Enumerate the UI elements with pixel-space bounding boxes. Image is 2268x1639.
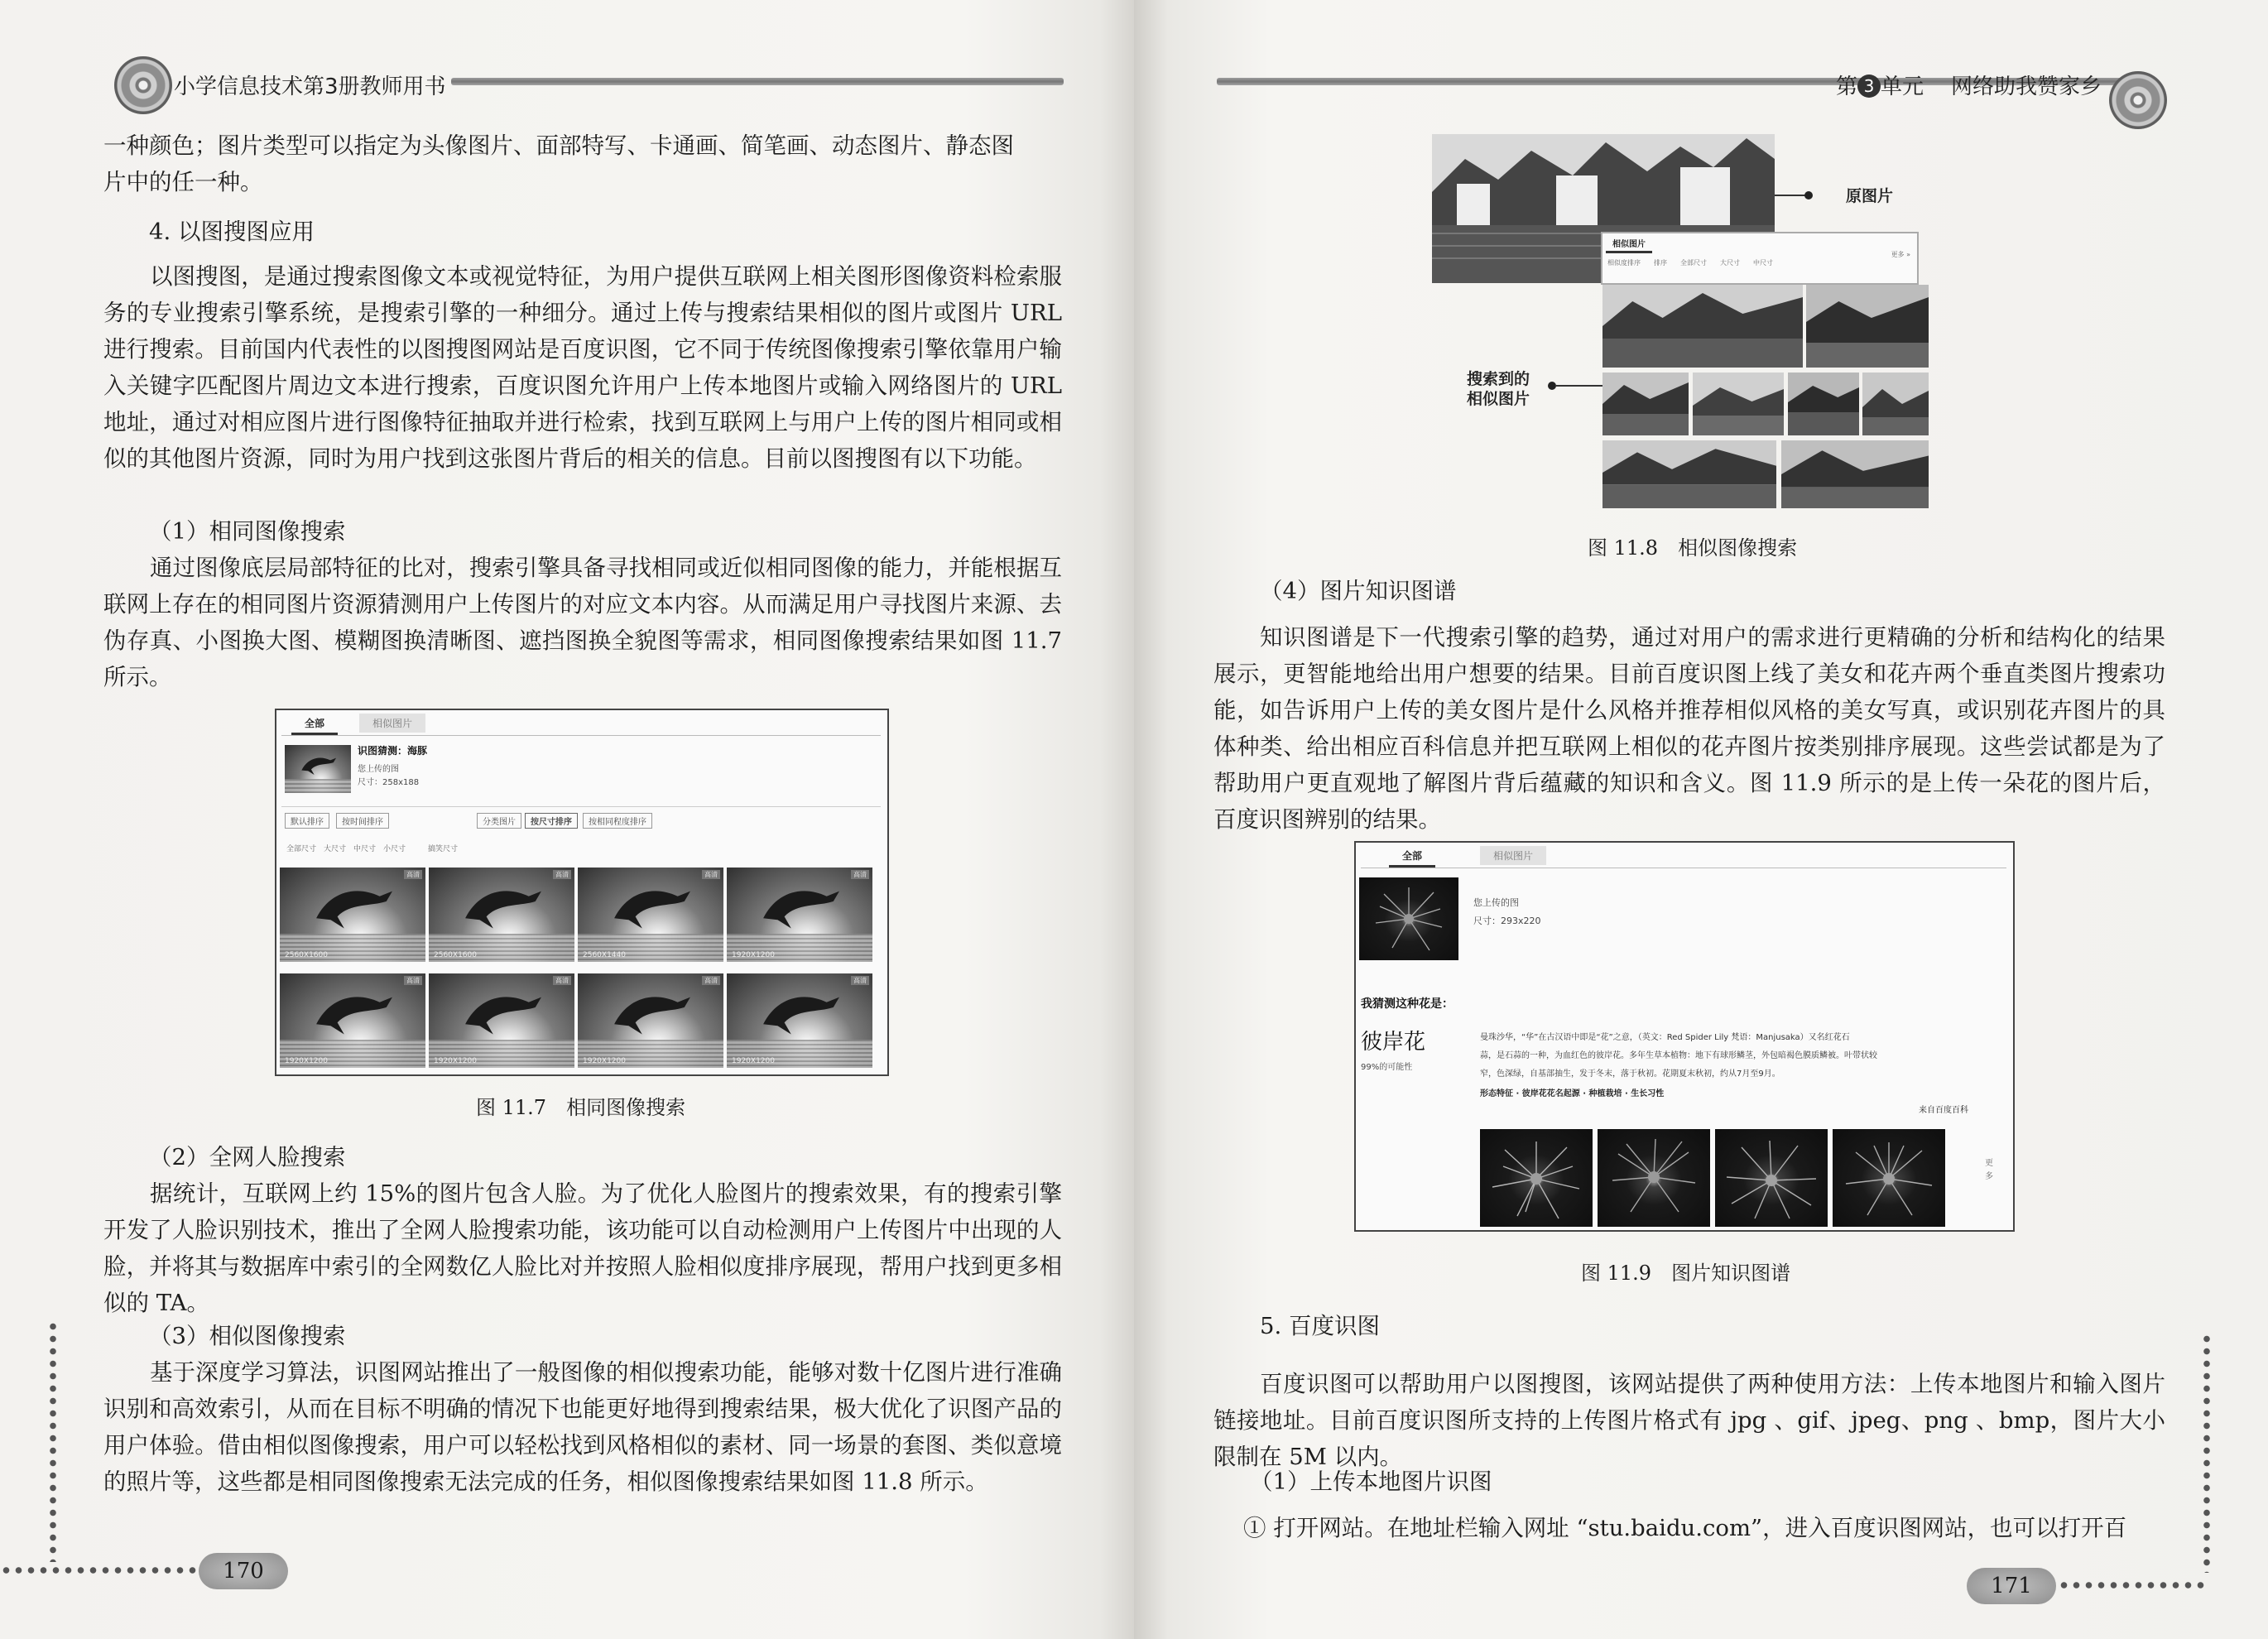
pointer-dot: [1804, 191, 1813, 199]
tab-similar-images[interactable]: 相似图片: [1480, 846, 1546, 865]
description-line: 曼珠沙华，“华”在古汉语中即是“花”之意，（英文：Red Spider Lily 梵语：Manjusaka）又名红花石: [1480, 1033, 1850, 1042]
subheading-upload-local: （1）上传本地图片识图: [1250, 1468, 1492, 1495]
header-rule: [451, 78, 1064, 85]
result-thumbnail[interactable]: [280, 868, 425, 962]
cd-disc-icon: [114, 56, 172, 114]
similar-image: [1602, 372, 1689, 435]
hd-tag: 高清: [553, 976, 571, 985]
paragraph-image-search: 以图搜图，是通过搜索图像文本或视觉特征，为用户提供互联网上相关图形图像资料检索服务的专业搜索引擎系统，是搜索引擎的一种细分。通过上传与搜索结果相似的图片或图片 URL 进行搜索。目前国内代表性的以图搜图网站是百度识图，它不同于传统图像搜索引擎依靠用户输入关键字匹配图片周边文本进行搜索，百度识图允许用户上传本地图片或输入网络图片的 URL 地址，通过对相应图片进行图像特征抽取并进行检索，找到互联网上与用户上传的图片相同或相似的其他图片资源，同时为用户找到这张图片背后的相关的信息。目前以图搜图有以下功能。: [103, 263, 1062, 472]
similar-search-toolbar: [1601, 232, 1919, 285]
similar-image: [1781, 440, 1929, 508]
thumbnail-size: 1920X1200: [732, 1057, 775, 1065]
pointer-dot: [1548, 382, 1556, 390]
flower-name: 彼岸花: [1361, 1030, 1426, 1055]
section-heading-4: 4. 以图搜图应用: [149, 219, 315, 245]
tab-all[interactable]: 全部: [1389, 846, 1435, 868]
dolphin-icon: [461, 882, 545, 937]
dolphin-icon: [461, 988, 545, 1043]
toolbar-divider: [281, 806, 881, 807]
size-filter-row[interactable]: 全部尺寸 大尺寸 中尺寸 小尺寸 搞笑尺寸: [286, 845, 459, 853]
hd-tag: 高清: [851, 870, 869, 879]
subheading-similar-image: （3）相似图像搜索: [149, 1323, 346, 1349]
hd-tag: 高清: [553, 870, 571, 879]
tab-similar-images[interactable]: 相似图片: [359, 714, 425, 733]
uploaded-size: 尺寸：258x188: [358, 778, 420, 787]
similar-flower-image: [1598, 1129, 1710, 1227]
paragraph-line: 片中的任一种。: [103, 169, 263, 195]
description-line: 蒜，是石蒜的一种，为血红色的彼岸花。多年生草本植物：地下有球形鳞茎，外包暗褐色膜质鳞被。叶带状较: [1480, 1051, 1877, 1060]
description-links[interactable]: 形态特征 · 彼岸花花名起源 · 种植栽培 · 生长习性: [1480, 1089, 1665, 1098]
subheading-face-search: （2）全网人脸搜索: [149, 1144, 346, 1170]
recognition-guess: 识图猜测：海豚: [358, 745, 428, 757]
result-thumbnail[interactable]: [280, 973, 425, 1068]
decorative-dot-border: [2058, 1580, 2207, 1590]
thumbnail-size: 1920X1200: [285, 1057, 328, 1065]
sort-size-button[interactable]: 按尺寸排序: [525, 813, 578, 829]
paragraph-knowledge-graph: 知识图谱是下一代搜索引擎的趋势，通过对用户的需求进行更精确的分析和结构化的结果展示，更智能地给出用户想要的结果。目前百度识图上线了美女和花卉两个垂直类图片搜索功能，如告诉用户上传的美女图片是什么风格并推荐相似风格的美女写真，或识别花卉图片的具体种类、给出相应百科信息并把互联网上相似的花卉图片按类别排序展现。这些尝试都是为了帮助用户更直观地了解图片背后蕴藏的知识和含义。图 11.9 所示的是上传一朵花的图片后，百度识图辨别的结果。: [1213, 624, 2165, 833]
paragraph-baidu-image: 百度识图可以帮助用户以图搜图，该网站提供了两种使用方法：上传本地图片和输入图片链接地址。目前百度识图所支持的上传图片格式有 jpg 、gif、jpeg、png 、bmp，图片大小限制在 5M 以内。: [1213, 1371, 2165, 1470]
result-thumbnail[interactable]: [727, 973, 872, 1068]
uploaded-size: 尺寸：293x220: [1473, 916, 1541, 926]
thumbnail-size: 1920X1200: [732, 951, 775, 959]
more-link[interactable]: 更多: [1985, 1159, 1993, 1181]
cd-disc-icon: [2109, 71, 2167, 129]
description-line: 窄，色深绿，自基部抽生，发于冬末，落于秋初。花期夏末秋初，约从7月至9月。: [1480, 1069, 1780, 1079]
dolphin-icon: [610, 988, 694, 1043]
more-link[interactable]: 更多 »: [1891, 251, 1910, 258]
thumbnail-size: 2560X1600: [285, 951, 328, 959]
result-thumbnail[interactable]: [429, 868, 574, 962]
tab-all[interactable]: 全部: [291, 714, 338, 735]
hd-tag: 高清: [702, 870, 720, 879]
dolphin-icon: [759, 882, 843, 937]
result-thumbnail[interactable]: [727, 868, 872, 962]
similar-image: [1602, 285, 1803, 368]
decorative-dot-border: [2202, 1333, 2212, 1573]
figure-11-7-caption: 图 11.7 相同图像搜索: [476, 1096, 686, 1119]
similar-flower-image: [1715, 1129, 1828, 1227]
sort-similarity-button[interactable]: 按相同程度排序: [583, 813, 652, 829]
probability: 99%的可能性: [1361, 1063, 1413, 1072]
section-heading-5: 5. 百度识图: [1260, 1313, 1380, 1339]
similar-flower-image: [1480, 1129, 1593, 1227]
paragraph-similar-image: 基于深度学习算法，识图网站推出了一般图像的相似搜索功能，能够对数十亿图片进行准确识别和高效索引，从而在目标不明确的情况下也能更好地得到搜索结果，极大优化了识图产品的用户体验。借由相似图像搜索，用户可以轻松找到风格相似的素材、同一场景的套图、类似意境的照片等，这些都是相同图像搜索无法完成的任务，相似图像搜索结果如图 11.8 所示。: [103, 1359, 1062, 1495]
figure-11-9-caption: 图 11.9 图片知识图谱: [1581, 1262, 1791, 1285]
sort-time-button[interactable]: 按时间排序: [336, 813, 389, 829]
uploaded-image-thumb: [285, 745, 351, 793]
similar-flower-image: [1833, 1129, 1945, 1227]
thumbnail-size: 2560X1440: [583, 951, 626, 959]
hd-tag: 高清: [404, 870, 422, 879]
book-title: 小学信息技术第3册教师用书: [174, 74, 446, 99]
hd-tag: 高清: [851, 976, 869, 985]
uploaded-label: 您上传的图: [1473, 897, 1519, 908]
hd-tag: 高清: [702, 976, 720, 985]
result-thumbnail[interactable]: [429, 973, 574, 1068]
result-thumbnail[interactable]: [578, 868, 723, 962]
similar-image: [1806, 285, 1929, 368]
right-page: [1134, 0, 2268, 1639]
thumbnail-size: 1920X1200: [434, 1057, 477, 1065]
dolphin-icon: [312, 988, 396, 1043]
pointer-line: [1775, 195, 1808, 196]
similar-image: [1788, 372, 1859, 435]
dolphin-icon: [610, 882, 694, 937]
label-similar-found: 搜索到的 相似图片: [1467, 370, 1530, 408]
uploaded-label: 您上传的图: [358, 765, 399, 774]
filter-row[interactable]: 相似度排序 排序 全部尺寸 大尺寸 中尺寸: [1607, 259, 1773, 267]
decorative-dot-border: [0, 1565, 203, 1575]
sort-default-button[interactable]: 默认排序: [285, 813, 329, 829]
paragraph-line: 一种颜色；图片类型可以指定为头像图片、面部特写、卡通画、简笔画、动态图片、静态图: [103, 132, 1014, 159]
similar-image: [1602, 440, 1776, 508]
decorative-dot-border: [48, 1320, 58, 1562]
step-open-site: ① 打开网站。在地址栏输入网址 “stu.baidu.com”，进入百度识图网站，也可以打开百: [1243, 1515, 2127, 1541]
dolphin-icon: [759, 988, 843, 1043]
similar-image: [1693, 372, 1784, 435]
uploaded-flower-image: [1359, 877, 1458, 960]
pointer-line: [1556, 385, 1602, 387]
paragraph-same-image: 通过图像底层局部特征的比对，搜索引擎具备寻找相同或近似相同图像的能力，并能根据互联网上存在的相同图片资源猜测用户上传图片的对应文本内容。从而满足用户寻找图片来源、去伪存真、小图换大图、模糊图换清晰图、遮挡图换全貌图等需求，相同图像搜索结果如图 11.7 所示。: [103, 555, 1062, 690]
figure-11-7-screenshot: [275, 709, 889, 1076]
paragraph-face-search: 据统计，互联网上约 15%的图片包含人脸。为了优化人脸图片的搜索效果，有的搜索引擎开发了人脸识别技术，推出了全网人脸搜索功能，该功能可以自动检测用户上传图片中出现的人脸，并将其与数据库中索引的全网数亿人脸比对并按照人脸相似度排序展现，帮用户找到更多相似的 TA。: [103, 1180, 1062, 1316]
dolphin-icon: [312, 882, 396, 937]
similar-image: [1862, 372, 1929, 435]
guess-label: 我猜测这种花是：: [1361, 997, 1454, 1011]
subheading-knowledge-graph: （4）图片知识图谱: [1260, 578, 1457, 604]
paragraph-continued: [103, 127, 1062, 200]
result-thumbnail[interactable]: [578, 973, 723, 1068]
source-link[interactable]: 来自百度百科: [1919, 1106, 1968, 1115]
subheading-same-image: （1）相同图像搜索: [149, 518, 346, 545]
page-number: 171: [1967, 1568, 2056, 1604]
category-images-button[interactable]: 分类图片: [477, 813, 521, 829]
figure-11-8-caption: 图 11.8 相似图像搜索: [1588, 536, 1798, 560]
tab-similar-images[interactable]: 相似图片: [1606, 235, 1652, 253]
label-original-image: 原图片: [1846, 187, 1894, 205]
figure-11-9-screenshot: [1354, 841, 2015, 1232]
thumbnail-size: 1920X1200: [583, 1057, 626, 1065]
tab-divider: [281, 735, 881, 736]
thumbnail-size: 2560X1600: [434, 951, 477, 959]
unit-label: 第 3 单元: [1836, 74, 1924, 99]
hd-tag: 高清: [404, 976, 422, 985]
unit-number-badge: 3: [1857, 74, 1881, 98]
page-number: 170: [199, 1553, 288, 1589]
unit-title: 网络助我赞家乡: [1951, 74, 2102, 99]
